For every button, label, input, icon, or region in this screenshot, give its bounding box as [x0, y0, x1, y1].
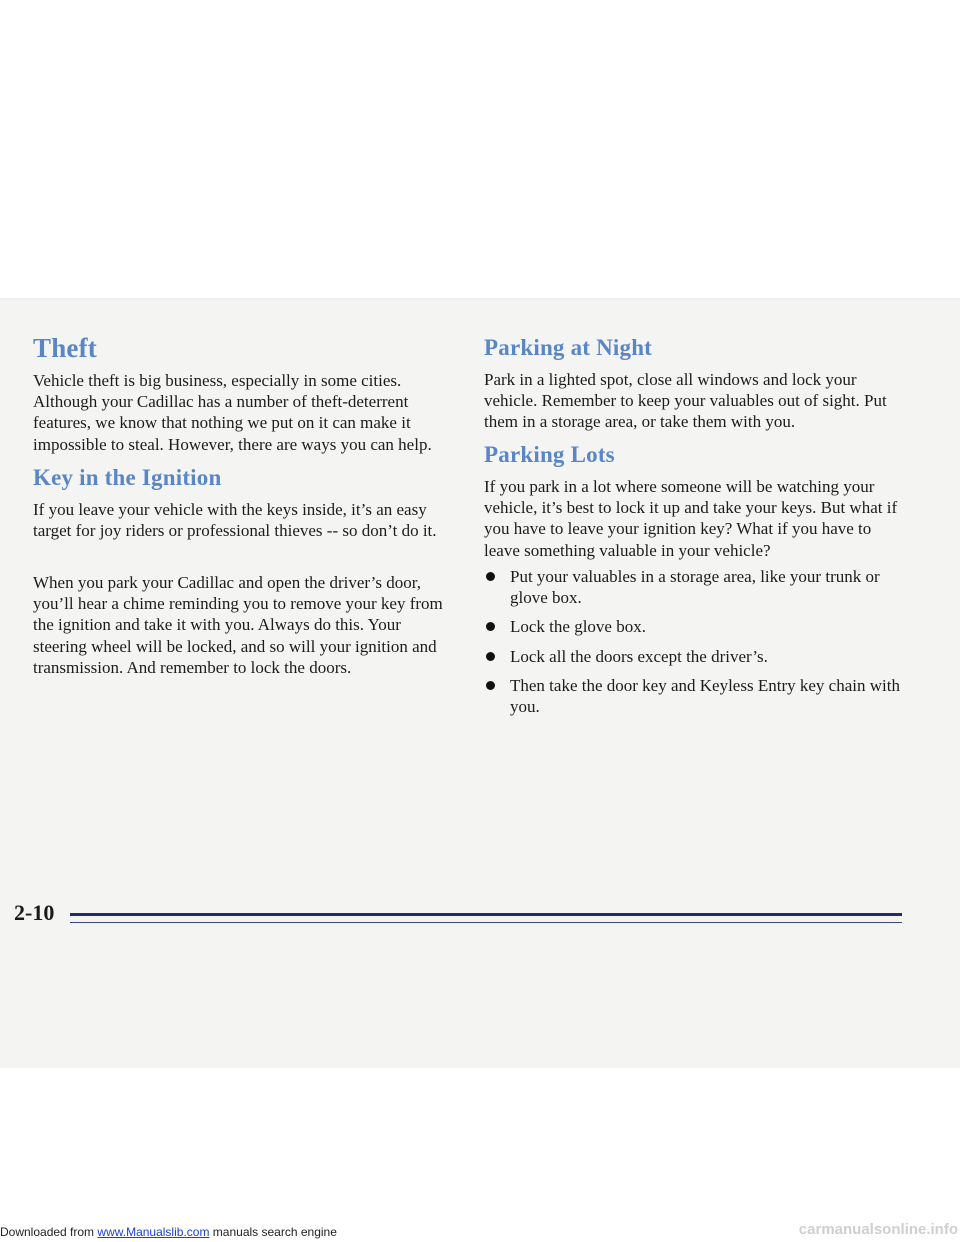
footer-suffix: manuals search engine [212, 1225, 337, 1239]
list-item [484, 675, 904, 717]
bullet-icon [486, 622, 495, 631]
parking-at-night-paragraph: Park in a lighted spot, close all windows and lock your vehicle. Remember to keep your valuables out of sight. Put them in a storage area, or take them with you. [484, 370, 887, 432]
bullet-text: Lock all the doors except the driver’s. [510, 646, 768, 666]
heading-theft: Theft [33, 333, 97, 363]
key-in-ignition-paragraph-2: When you park your Cadillac and open the driver’s door, you’ll hear a chime reminding you to remove your key from the ignition and take it with you. Always do this. Your steering wheel will be locked, and so will your ignition and transmission. And remember to lock the doors. [33, 573, 443, 677]
key-in-ignition-paragraph-1: If you leave your vehicle with the keys inside, it’s an easy target for joy riders or professional thieves -- so don’t do it. [33, 500, 437, 541]
bullet-text: Put your valuables in a storage area, like your trunk or glove box. [510, 567, 880, 608]
heading-parking-lots: Parking Lots [484, 442, 615, 467]
heading-parking-at-night: Parking at Night [484, 335, 653, 360]
parking-lots-bullet-list [484, 566, 904, 725]
theft-paragraph: Vehicle theft is big business, especially in some cities. Although your Cadillac has a number of theft-deterrent features, we know that nothing we put on it can make it impossible to steal. However, there are ways you can help. [33, 371, 432, 454]
list-item [484, 646, 904, 667]
bullet-text: Then take the door key and Keyless Entry key chain with you. [510, 675, 900, 717]
manualslib-link[interactable]: www.Manualslib.com [97, 1225, 210, 1239]
bullet-text: Lock the glove box. [510, 617, 646, 637]
footer-prefix: Downloaded from [0, 1225, 95, 1239]
bullet-icon [486, 681, 495, 690]
parking-lots-paragraph: If you park in a lot where someone will be watching your vehicle, it’s best to lock it up and take your keys. But what if you have to leave your ignition key? What if you have to leave something valuable in your vehicle? [484, 477, 898, 560]
list-item [484, 566, 904, 608]
watermark: carmanualsonline.info [798, 1221, 958, 1238]
bullet-icon [486, 652, 495, 661]
bullet-icon [486, 572, 495, 581]
heading-key-in-ignition: Key in the Ignition [33, 465, 222, 490]
footer-rule [70, 913, 902, 916]
download-footer [0, 1225, 337, 1239]
page-number: 2-10 [14, 900, 55, 925]
list-item [484, 616, 904, 637]
footer-rule-thin [70, 922, 902, 923]
